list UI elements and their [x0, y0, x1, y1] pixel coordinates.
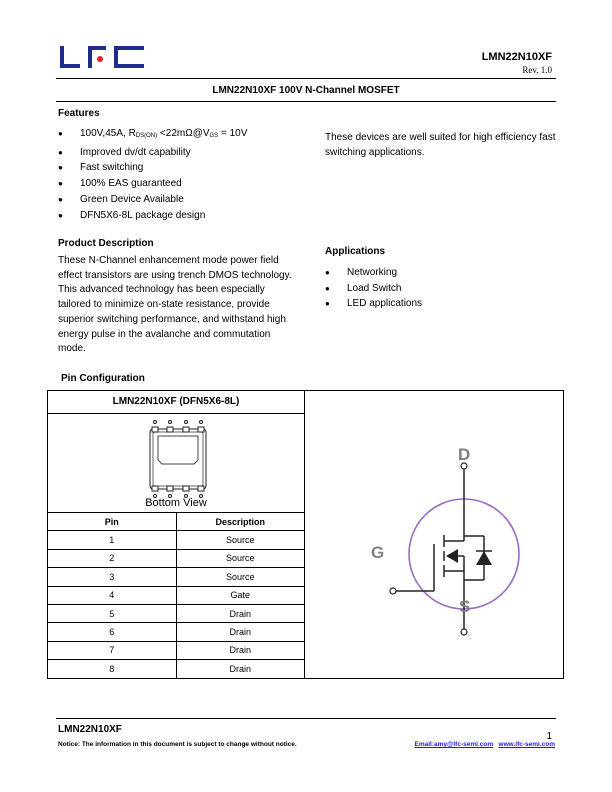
features-side-text: These devices are well suited for high efficiency fast switching applications.	[325, 132, 556, 158]
feature-item: ● 100% EAS guaranteed	[58, 176, 308, 192]
spec-mid: <22mΩ@V	[157, 128, 210, 139]
applications-list	[325, 265, 525, 312]
pin-description: Drain	[176, 660, 304, 678]
pin-number: 7	[48, 641, 176, 659]
header-part-number: LMN22N10XF	[481, 51, 552, 63]
pin-table	[48, 512, 304, 678]
email-link[interactable]: Email:amy@lfc-semi.com	[414, 741, 494, 748]
footer-part-number: LMN22N10XF	[58, 724, 122, 735]
description-column-header: Description	[176, 513, 304, 531]
package-bottom-view-drawing	[144, 418, 212, 500]
table-row	[48, 641, 304, 659]
feature-spec-item	[58, 126, 308, 145]
pin-description: Source	[176, 531, 304, 549]
gate-label: G	[371, 543, 385, 562]
header-divider	[56, 78, 556, 79]
title-divider	[56, 101, 556, 102]
pin-description: Gate	[176, 586, 304, 604]
features-list	[58, 126, 308, 223]
table-row	[48, 623, 304, 641]
pin-description: Drain	[176, 623, 304, 641]
pin-number: 4	[48, 586, 176, 604]
pin-column-header: Pin	[48, 513, 176, 531]
features-heading: Features	[58, 108, 100, 119]
spec-suffix: = 10V	[218, 128, 248, 139]
application-item: ● Networking	[325, 265, 525, 281]
table-row	[48, 531, 304, 549]
pin-number: 3	[48, 568, 176, 586]
table-row	[48, 568, 304, 586]
company-logo	[60, 44, 144, 70]
footer-notice: Notice: The information in this document is subject to change without notice.	[58, 741, 297, 748]
header-revision: Rev. 1.0	[522, 65, 552, 75]
table-row	[48, 586, 304, 604]
page-number: 1	[546, 731, 552, 742]
source-label: S	[459, 597, 471, 616]
pin-description: Source	[176, 568, 304, 586]
spec-vgs-sub: GS	[209, 133, 219, 139]
pin-configuration-heading: Pin Configuration	[61, 373, 145, 384]
pinbox-divider	[304, 391, 305, 678]
document-title: LMN22N10XF 100V N-Channel MOSFET	[212, 85, 400, 96]
package-title: LMN22N10XF (DFN5X6-8L)	[48, 391, 304, 414]
table-row	[48, 604, 304, 622]
feature-item: ● DFN5X6-8L package design	[58, 208, 308, 224]
pin-configuration-box	[47, 390, 564, 679]
pin-table-header	[48, 513, 304, 531]
feature-item: ● Fast switching	[58, 160, 308, 176]
pin-description: Drain	[176, 641, 304, 659]
pin-number: 1	[48, 531, 176, 549]
pin-number: 5	[48, 604, 176, 622]
applications-heading: Applications	[325, 246, 386, 257]
spec-rds-sub: DS(ON)	[135, 133, 158, 139]
pin-number: 6	[48, 623, 176, 641]
feature-item: ● Improved dv/dt capability	[58, 145, 308, 161]
application-item: ● Load Switch	[325, 281, 525, 297]
table-row	[48, 660, 304, 678]
footer-divider	[56, 718, 556, 719]
bottom-view-label: Bottom View	[145, 497, 207, 509]
pin-description: Source	[176, 549, 304, 567]
website-link[interactable]: www.lfc-semi.com	[498, 741, 555, 748]
drain-label: D	[458, 445, 471, 464]
pin-number: 2	[48, 549, 176, 567]
pin-number: 8	[48, 660, 176, 678]
table-row	[48, 549, 304, 567]
application-item: ● LED applications	[325, 296, 525, 312]
feature-item: ● Green Device Available	[58, 192, 308, 208]
spec-prefix: 100V,45A, R	[80, 128, 136, 139]
footer-contact	[415, 741, 555, 748]
product-description-heading: Product Description	[58, 238, 154, 249]
product-description-text: These N-Channel enhancement mode power field effect transistors are using trench DMOS technology. This advanced technology has been especially tailored to minimize on-state resistance, provide superior switching performance, and withstand high energy pulse in the avalanche and commutation mode.	[58, 255, 292, 355]
pin-description: Drain	[176, 604, 304, 622]
